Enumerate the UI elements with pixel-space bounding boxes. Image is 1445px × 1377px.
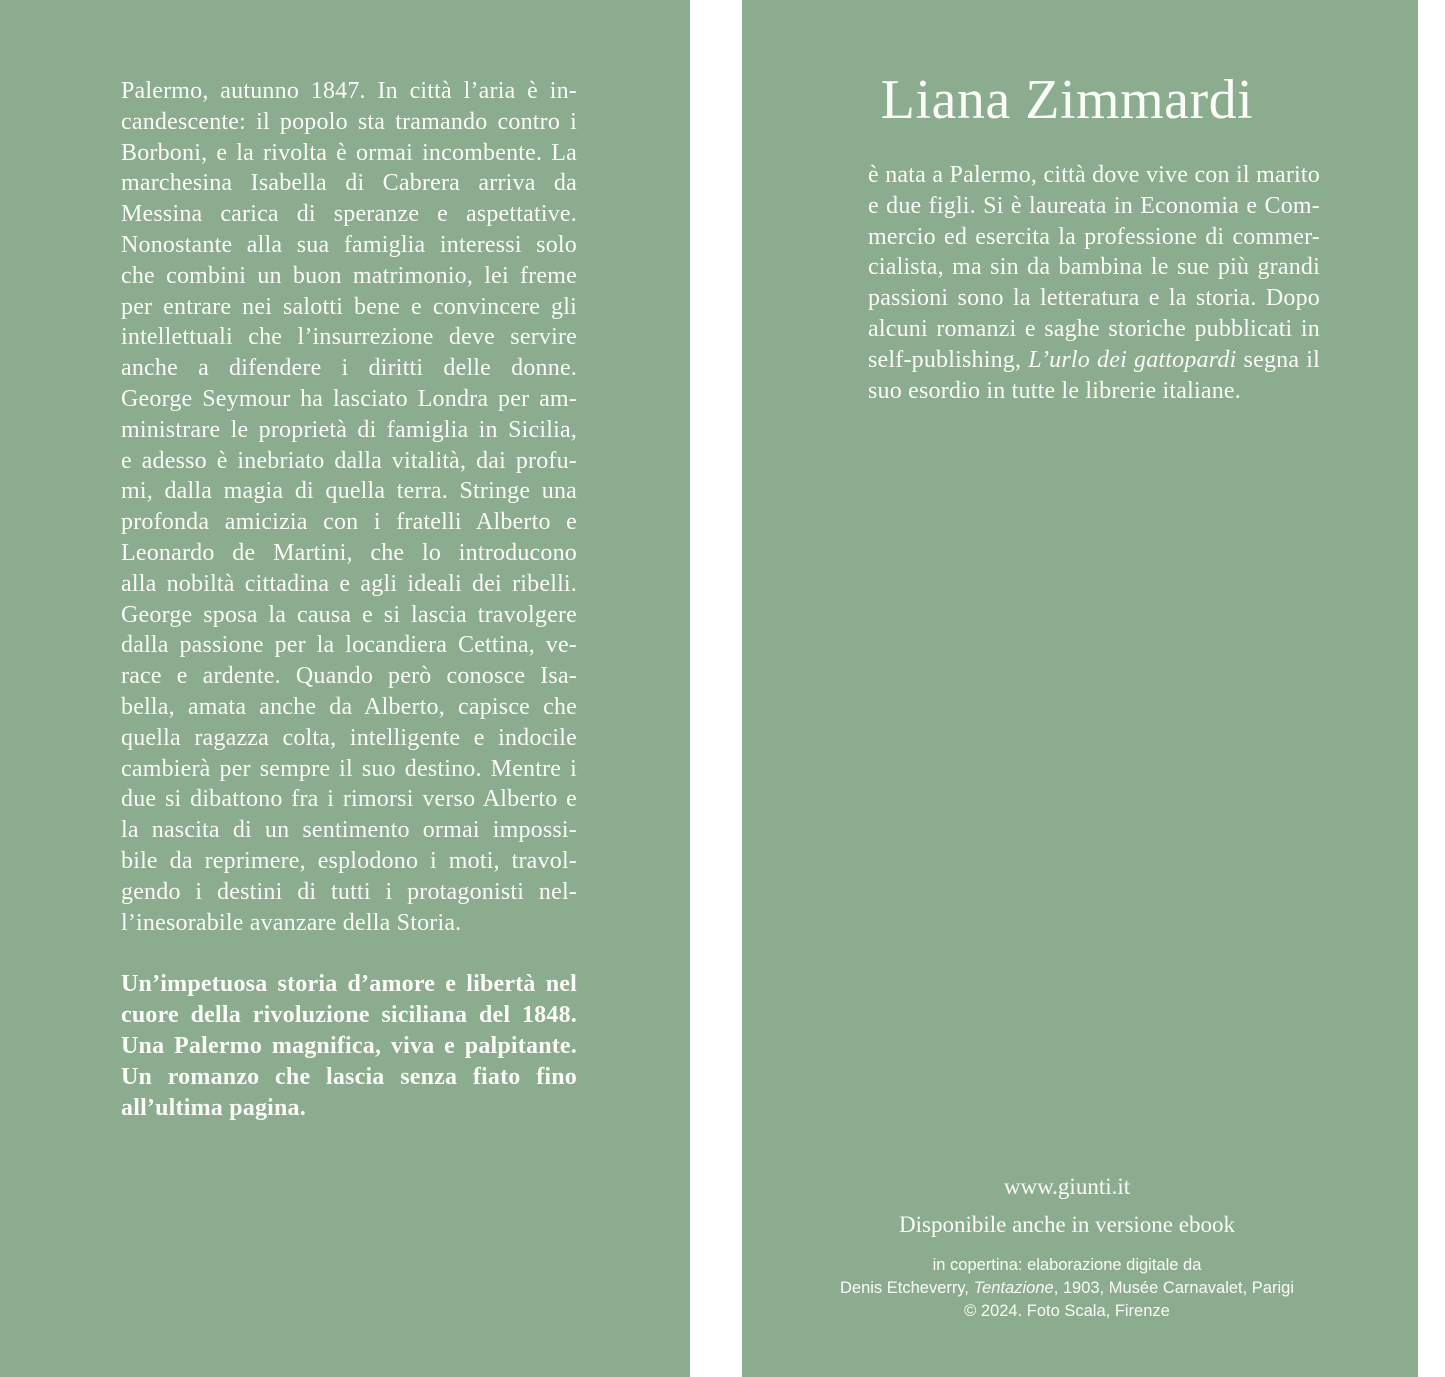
text-line: mercio ed esercita la professione di commer-: [868, 223, 1320, 250]
text-line: self-publishing, L’urlo dei gattopardi segna il: [868, 346, 1321, 373]
text-line: © 2024. Foto Scala, Firenze: [964, 1302, 1170, 1320]
text-line: George Seymour ha lasciato Londra per am-: [121, 385, 577, 412]
text-line: l’inesorabile avanzare della Storia.: [121, 909, 462, 936]
text-line: che combini un buon matrimonio, lei freme: [121, 262, 577, 289]
text-line: Un romanzo che lascia senza fiato fino: [121, 1063, 577, 1090]
flap-gutter: [690, 0, 742, 1377]
ebook-availability-note: Disponibile anche in versione ebook: [899, 1212, 1235, 1237]
text-line: la nascita di un sentimento ormai impossi-: [121, 817, 577, 844]
website-link[interactable]: www.giunti.it: [1003, 1174, 1131, 1199]
synopsis-block: [121, 76, 577, 1123]
text-line: bile da reprimere, esplodono i moti, travol-: [121, 847, 577, 874]
text-line: race e ardente. Quando però conosce Isa-: [121, 663, 577, 690]
text-line: profonda amicizia con i fratelli Alberto e: [121, 509, 577, 536]
text-line: candescente: il popolo sta tramando contro i: [121, 108, 577, 135]
text-line: per entrare nei salotti bene e convincere gli: [121, 293, 577, 320]
text-line: e adesso è inebriato dalla vitalità, dai profu-: [121, 447, 577, 474]
text-line: Una Palermo magnifica, viva e palpitante.: [121, 1032, 577, 1059]
text-line: George sposa la causa e si lascia travolgere: [121, 601, 577, 628]
text-line: in copertina: elaborazione digitale da: [932, 1256, 1202, 1274]
author-bio: [868, 160, 1320, 406]
text-line: Leonardo de Martini, che lo introducono: [121, 539, 577, 566]
text-line: Messina carica di speranze e aspettative.: [121, 201, 577, 228]
text-line: è nata a Palermo, città dove vive con il marito: [868, 162, 1320, 188]
text-line: Nonostante alla sua famiglia interessi solo: [121, 231, 577, 258]
text-line: intellettuali che l’insurrezione deve servire: [121, 324, 577, 351]
text-line: Denis Etcheverry, Tentazione, 1903, Musée Carnavalet, Parigi: [839, 1279, 1294, 1297]
text-line: passioni sono la letteratura e la storia. Dopo: [868, 285, 1320, 312]
text-line: Borboni, e la rivolta è ormai incombente. La: [121, 139, 577, 166]
left-flap-panel: [0, 0, 690, 1377]
text-line: Un’impetuosa storia d’amore e libertà nel: [121, 971, 577, 998]
text-line: bella, amata anche da Alberto, capisce che: [121, 693, 577, 720]
text-line: due si dibattono fra i rimorsi verso Alberto e: [121, 786, 577, 813]
flap-footer: [742, 1172, 1392, 1323]
author-name: Liana Zimmardi: [880, 69, 1254, 131]
text-line: suo esordio in tutte le librerie italiane.: [868, 377, 1241, 404]
text-line: quella ragazza colta, intelligente e indocile: [121, 724, 577, 751]
text-line: alla nobiltà cittadina e agli ideali dei ribelli.: [121, 570, 577, 597]
text-line: all’ultima pagina.: [121, 1094, 306, 1121]
text-line: marchesina Isabella di Cabrera arriva da: [121, 170, 577, 197]
synopsis-text: [121, 76, 577, 938]
text-line: ministrare le proprietà di famiglia in Sicilia,: [121, 416, 577, 443]
text-line: e due figli. Si è laureata in Economia e Com-: [868, 192, 1320, 219]
text-line: Palermo, autunno 1847. In città l’aria è in-: [121, 78, 577, 104]
text-line: cambierà per sempre il suo destino. Mentre i: [121, 755, 577, 782]
page-edge-strip: [1418, 0, 1445, 1377]
text-line: mi, dalla magia di quella terra. Stringe una: [121, 478, 577, 505]
text-line: dalla passione per la locandiera Cettina, ve-: [121, 632, 577, 659]
highlight-text: [121, 969, 577, 1123]
cover-credits: [742, 1254, 1392, 1323]
text-line: cuore della rivoluzione siciliana del 1848.: [121, 1002, 577, 1029]
text-line: gendo i destini di tutti i protagonisti nel-: [121, 878, 577, 905]
text-line: cialista, ma sin da bambina le sue più grandi: [868, 254, 1320, 281]
text-line: anche a difendere i diritti delle donne.: [121, 355, 577, 382]
text-line: alcuni romanzi e saghe storiche pubblicati in: [868, 315, 1320, 342]
right-flap-panel: [742, 0, 1418, 1377]
